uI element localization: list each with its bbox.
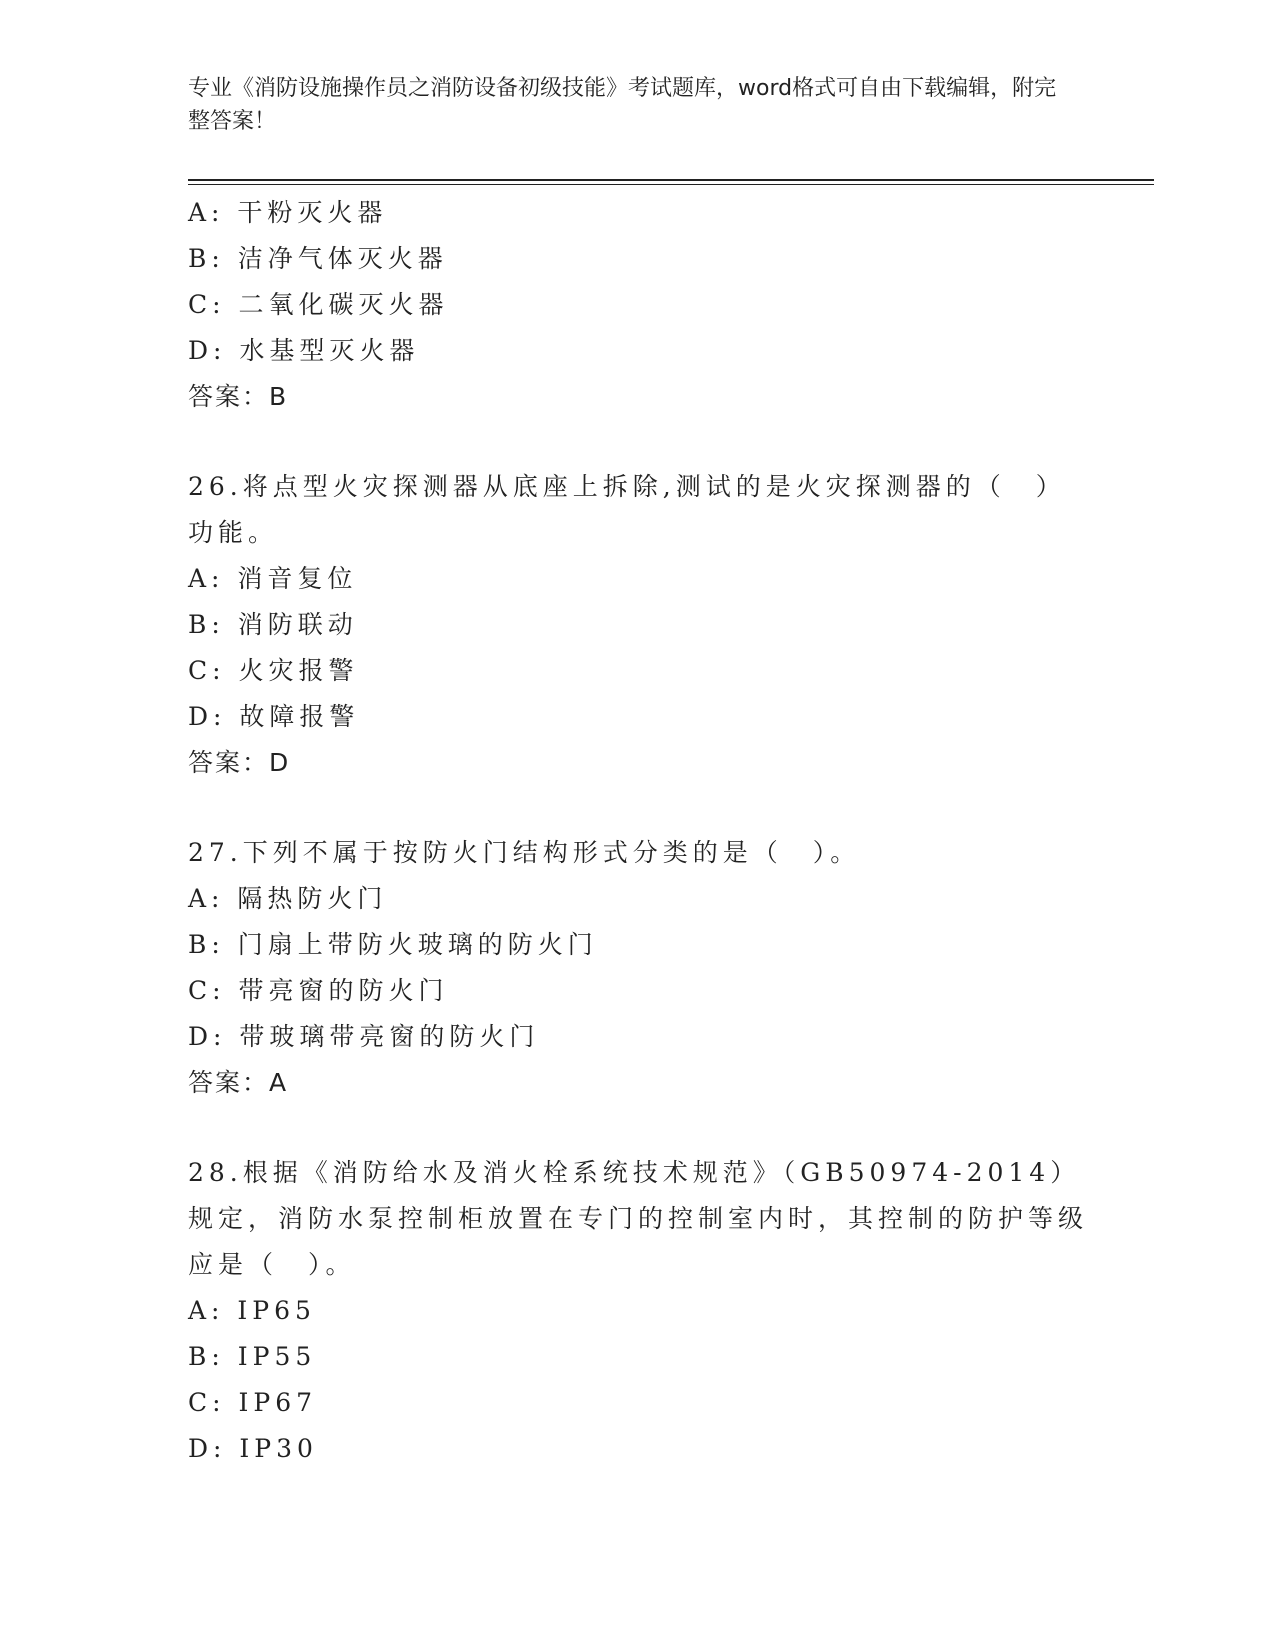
page-header: 专业《消防设施操作员之消防设备初级技能》考试题库，word格式可自由下载编辑，附完整答案！ [188, 76, 1057, 134]
answer-label: 答案：D [188, 748, 291, 777]
option-a: A: 隔热防火门 [188, 884, 388, 913]
option-b: B: IP55 [188, 1342, 317, 1371]
option-a: A: 消音复位 [188, 564, 358, 593]
option-d: D: IP30 [188, 1434, 318, 1463]
option-d: D: 带玻璃带亮窗的防火门 [188, 1022, 540, 1051]
question-block [188, 464, 1088, 786]
question-block [188, 1150, 1088, 1472]
option-c: C: 二氧化碳灭火器 [188, 290, 449, 319]
option-b: B: 门扇上带防火玻璃的防火门 [188, 930, 598, 959]
question-block [188, 190, 1088, 420]
question-block [188, 830, 1088, 1106]
option-a: A: IP65 [188, 1296, 316, 1325]
answer-label: 答案：A [188, 1068, 289, 1097]
option-c: C: 火灾报警 [188, 656, 359, 685]
option-b: B: 洁净气体灭火器 [188, 244, 448, 273]
option-d: D: 水基型灭火器 [188, 336, 420, 365]
question-list [188, 190, 1088, 1472]
option-c: C: 带亮窗的防火门 [188, 976, 449, 1005]
option-c: C: IP67 [188, 1388, 318, 1417]
question-stem: 28.根据《消防给水及消火栓系统技术规范》（GB50974-2014）规定，消防水泵控制柜放置在专门的控制室内时，其控制的防护等级应是（ ）。 [188, 1158, 1089, 1279]
answer-label: 答案：B [188, 382, 289, 411]
option-d: D: 故障报警 [188, 702, 360, 731]
question-stem: 26.将点型火灾探测器从底座上拆除,测试的是火灾探测器的（ ）功能。 [188, 472, 1066, 547]
header-divider [188, 179, 1154, 181]
option-b: B: 消防联动 [188, 610, 358, 639]
option-a: A: 干粉灭火器 [188, 198, 388, 227]
question-stem: 27.下列不属于按防火门结构形式分类的是（ ）。 [188, 838, 861, 867]
header-divider-thin [188, 184, 1154, 185]
